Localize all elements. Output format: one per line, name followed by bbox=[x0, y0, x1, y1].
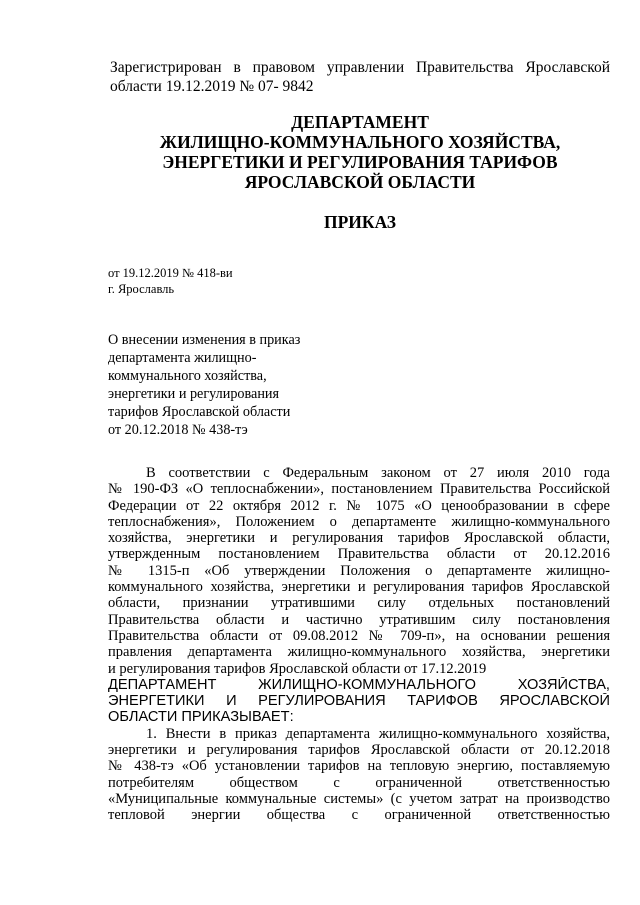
body-line: коммунального хозяйства, энергетики и регулирования тарифов Ярославской bbox=[108, 579, 610, 596]
body-line: потребителям обществом с ограниченной ответственностью bbox=[108, 774, 610, 791]
body-line: Федерации от 22 октября 2012 г. № 1075 «О ценообразовании в сфере bbox=[108, 497, 610, 514]
body-line: № 190-ФЗ «О теплоснабжении», постановлением Правительства Российской bbox=[108, 481, 610, 498]
body-line: энергетики и регулирования тарифов Ярославской области от 20.12.2018 bbox=[108, 742, 610, 759]
body-line: тепловой энергии общества с ограниченной ответственностью bbox=[108, 807, 610, 824]
body-line: «Муниципальные коммунальные системы» (с учетом затрат на производство bbox=[108, 790, 610, 807]
body-line: правления департамента жилищно-коммунального хозяйства, энергетики bbox=[108, 644, 610, 661]
body-line: В соответствии с Федеральным законом от 27 июля 2010 года bbox=[146, 465, 610, 481]
subject-line: тарифов Ярославской области bbox=[108, 404, 291, 420]
body-line: 1. Внести в приказ департамента жилищно-коммунального хозяйства, bbox=[146, 725, 610, 742]
body-line: утвержденным постановлением Правительства области от 20.12.2016 bbox=[108, 546, 610, 563]
order-date-number: от 19.12.2019 № 418-ви bbox=[108, 266, 233, 280]
registration-line: Зарегистрирован в правовом управлении Правительства Ярославской bbox=[110, 59, 610, 76]
order-subject bbox=[108, 331, 348, 439]
subject-line: О внесении изменения в приказ bbox=[108, 332, 301, 348]
subject-line: энергетики и регулирования bbox=[108, 386, 280, 402]
department-heading-line: ЖИЛИЩНО-КОММУНАЛЬНОГО ХОЗЯЙСТВА, bbox=[159, 132, 561, 152]
body-line-caps: ОБЛАСТИ ПРИКАЗЫВАЕТ: bbox=[108, 709, 294, 726]
body-line-caps: ЭНЕРГЕТИКИ И РЕГУЛИРОВАНИЯ ТАРИФОВ ЯРОСЛАВСКОЙ bbox=[108, 693, 610, 710]
registration-line: области 19.12.2019 № 07- 9842 bbox=[110, 78, 314, 95]
body-line: и регулирования тарифов Ярославской области от 17.12.2019 bbox=[108, 660, 487, 677]
order-meta bbox=[108, 265, 233, 297]
body-line: хозяйства, энергетики и регулирования тарифов Ярославской области, bbox=[108, 530, 610, 547]
body-line: Правительства области и частично утратившим силу постановления bbox=[108, 611, 610, 628]
order-body bbox=[108, 465, 610, 824]
department-heading-line: ЭНЕРГЕТИКИ И РЕГУЛИРОВАНИЯ ТАРИФОВ bbox=[162, 152, 558, 172]
order-title: ПРИКАЗ bbox=[323, 212, 397, 232]
department-heading-line: ЯРОСЛАВСКОЙ ОБЛАСТИ bbox=[244, 172, 476, 192]
body-line: № 1315-п «Об утверждении Положения о департаменте жилищно- bbox=[108, 562, 610, 579]
subject-line: коммунального хозяйства, bbox=[108, 368, 267, 384]
body-line: теплоснабжения», Положением о департаменте жилищно-коммунального bbox=[108, 513, 610, 530]
subject-line: департамента жилищно- bbox=[108, 350, 257, 366]
order-city: г. Ярославль bbox=[108, 282, 175, 296]
registration-note bbox=[110, 58, 610, 96]
subject-line: от 20.12.2018 № 438-тэ bbox=[108, 422, 248, 438]
department-heading bbox=[110, 112, 610, 192]
body-line-caps: ДЕПАРТАМЕНТ ЖИЛИЩНО-КОММУНАЛЬНОГО ХОЗЯЙСТВА, bbox=[108, 676, 610, 693]
body-line: области, признании утратившими силу отдельных постановлений bbox=[108, 595, 610, 612]
body-line: № 438-тэ «Об установлении тарифов на тепловую энергию, поставляемую bbox=[108, 758, 610, 775]
body-line: Правительства области от 09.08.2012 № 709-п», на основании решения bbox=[108, 627, 610, 644]
department-heading-line: ДЕПАРТАМЕНТ bbox=[291, 112, 429, 132]
